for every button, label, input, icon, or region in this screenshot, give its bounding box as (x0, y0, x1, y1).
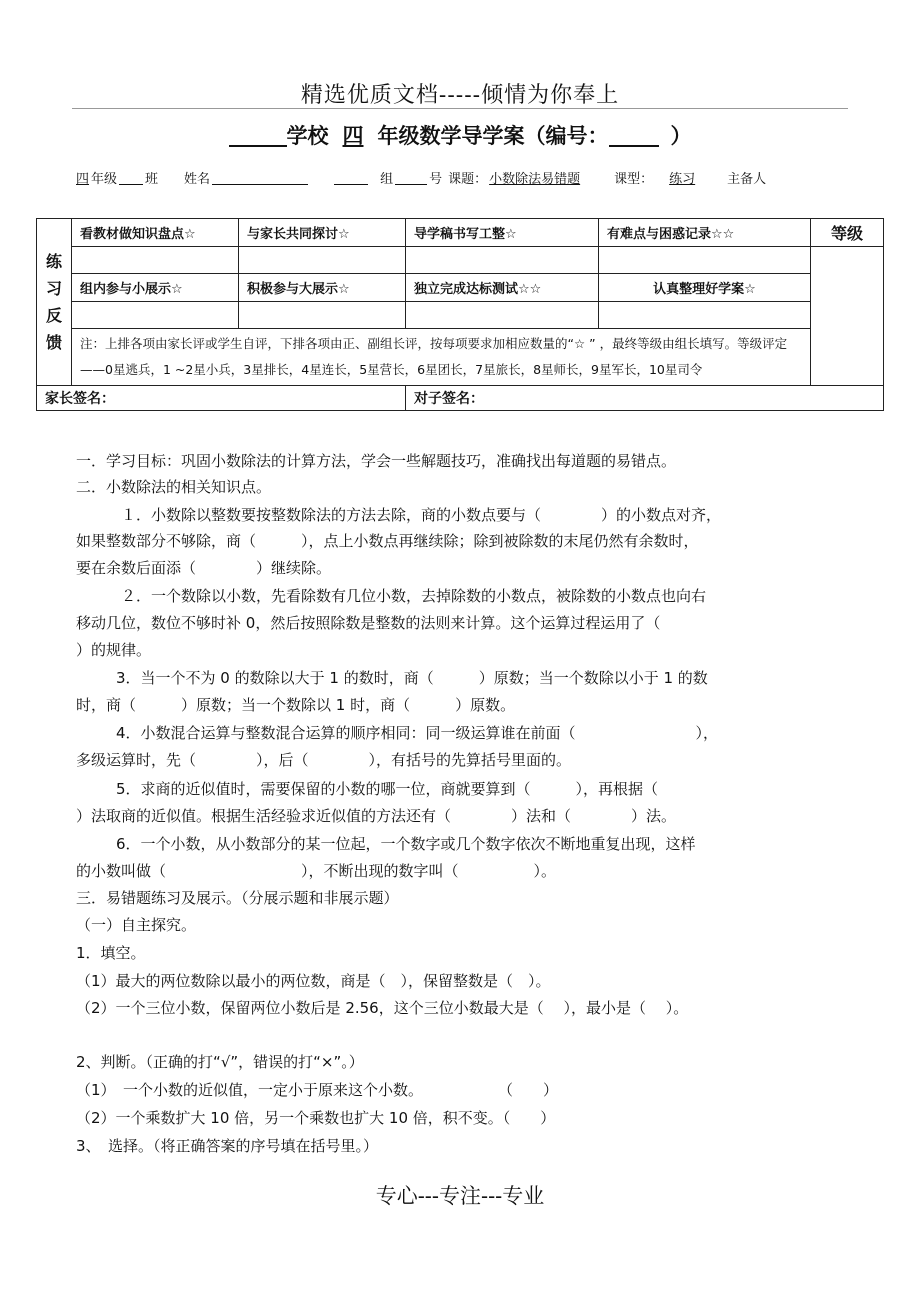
number-blank (609, 127, 659, 147)
info-type-label: 课型： (614, 172, 654, 187)
group-blank (334, 172, 368, 185)
text-line: 3．当一个不为 0 的数除以大于 1 的数时，商（ ）原数；当一个数除以小于 1 的数 (116, 669, 708, 687)
partner-signature[interactable]: 对子签名： (406, 386, 884, 411)
text-line: 3、 选择。（将正确答案的序号填在括号里。） (76, 1137, 379, 1155)
title-grade-value: 四 (342, 124, 364, 148)
text-line: 如果整数部分不够除，商（ ），点上小数点再继续除；除到被除数的末尾仍然有余数时， (76, 532, 699, 550)
text-line: （2）一个乘数扩大 10 倍，另一个乘数也扩大 10 倍，积不变。（ ） (76, 1109, 556, 1127)
grade-cell[interactable] (811, 247, 884, 386)
text-line: 5．求商的近似值时，需要保留的小数的哪一位，商就要算到（ ），再根据（ (116, 780, 659, 798)
score-cell[interactable] (239, 247, 406, 274)
criterion-cell: 有难点与困惑记录☆☆ (599, 219, 811, 247)
info-grade-label: 年级 (91, 172, 118, 187)
score-cell[interactable] (599, 302, 811, 329)
criterion-cell: 认真整理好学案☆ (599, 274, 811, 302)
title-grade-suffix: 年级数学导学案（编号： (377, 124, 609, 148)
grading-note: 注：上排各项由家长评或学生自评，下排各项由正、副组长评，按每项要求加相应数量的“☆ ” ，最终等级由组长填写。等级评定——0星逃兵，1 ~2星小兵，3星排长，4星连长，5星营长，6星团长，7星旅长，8星师长，9星军长，10星司令 (72, 329, 811, 386)
class-blank (119, 172, 143, 185)
info-number-label: 号 (429, 172, 443, 187)
title-school: 学校 (286, 124, 329, 148)
info-group-label: 组 (380, 172, 394, 187)
info-name-label: 姓名 (184, 172, 211, 187)
header-divider (72, 108, 848, 109)
side-char: 馈 (45, 333, 62, 352)
student-info-line (76, 168, 768, 187)
text-line: （1）最大的两位数除以最小的两位数，商是（ ），保留整数是（ ）。 (76, 972, 551, 990)
criterion-cell: 导学稿书写工整☆ (406, 219, 599, 247)
text-line: 1．填空。 (76, 944, 146, 962)
text-line: 三．易错题练习及展示。（分展示题和非展示题） (76, 889, 399, 907)
score-cell[interactable] (599, 247, 811, 274)
text-line: 要在余数后面添（ ）继续除。 (76, 559, 332, 577)
criterion-cell: 与家长共同探讨☆ (239, 219, 406, 247)
text-line: 时，商（ ）原数；当一个数除以 1 时，商（ ）原数。 (76, 696, 516, 714)
feedback-side-label (37, 219, 72, 386)
text-line: 6．一个小数，从小数部分的某一位起，一个数字或几个数字依次不断地重复出现，这样 (116, 835, 696, 853)
header-banner: 精选优质文档-----倾情为你奉上 (300, 83, 620, 108)
feedback-table (36, 218, 884, 411)
info-class-label: 班 (145, 172, 159, 187)
criterion-cell: 积极参与大展示☆ (239, 274, 406, 302)
text-line: １．小数除以整数要按整数除法的方法去除，商的小数点要与（ ）的小数点对齐， (121, 506, 722, 524)
text-line: （1） 一个小数的近似值，一定小于原来这个小数。 （ ） (76, 1081, 559, 1099)
text-line: 移动几位，数位不够时补 0，然后按照除数是整数的法则来计算。这个运算过程运用了（ (76, 614, 661, 632)
info-topic-label: 课题： (448, 172, 488, 187)
side-char: 反 (45, 306, 62, 325)
footer-slogan: 专心---专注---专业 (375, 1184, 545, 1208)
info-type-value: 练习 (669, 172, 696, 187)
score-cell[interactable] (72, 247, 239, 274)
page-title (0, 120, 920, 150)
text-line: 一．学习目标：巩固小数除法的计算方法，学会一些解题技巧，准确找出每道题的易错点。 (76, 452, 677, 470)
number-field-blank (395, 172, 427, 185)
text-line: （一）自主探究。 (76, 916, 197, 934)
criterion-cell: 组内参与小展示☆ (72, 274, 239, 302)
criterion-cell: 独立完成达标测试☆☆ (406, 274, 599, 302)
text-line: 4．小数混合运算与整数混合运算的顺序相同：同一级运算谁在前面（ ）， (116, 724, 719, 742)
text-line: 的小数叫做（ ），不断出现的数字叫（ ）。 (76, 862, 557, 880)
grade-header: 等级 (811, 219, 884, 247)
parent-signature[interactable]: 家长签名： (37, 386, 406, 411)
text-line: 多级运算时，先（ ），后（ ），有括号的先算括号里面的。 (76, 751, 572, 769)
text-line: 2、判断。（正确的打“√”，错误的打“×”。） (76, 1053, 364, 1071)
text-line: 二．小数除法的相关知识点。 (76, 478, 272, 496)
info-grade-value: 四 (76, 172, 90, 187)
side-char: 练 (45, 252, 62, 271)
title-close: ） (670, 124, 692, 148)
school-blank (229, 127, 287, 147)
score-cell[interactable] (239, 302, 406, 329)
score-cell[interactable] (406, 302, 599, 329)
info-preparer-label: 主备人 (727, 172, 767, 187)
score-cell[interactable] (406, 247, 599, 274)
name-blank (212, 172, 308, 185)
text-line: ）的规律。 (76, 641, 152, 659)
text-line: （2）一个三位小数，保留两位小数后是 2.56，这个三位小数最大是（ ），最小是（ ）。 (76, 999, 689, 1017)
score-cell[interactable] (72, 302, 239, 329)
side-char: 习 (45, 279, 62, 298)
criterion-cell: 看教材做知识盘点☆ (72, 219, 239, 247)
text-line: ２．一个数除以小数，先看除数有几位小数，去掉除数的小数点，被除数的小数点也向右 (121, 587, 707, 605)
info-topic-value: 小数除法易错题 (489, 172, 581, 187)
text-line: ）法取商的近似值。根据生活经验求近似值的方法还有（ ）法和（ ）法。 (76, 807, 677, 825)
